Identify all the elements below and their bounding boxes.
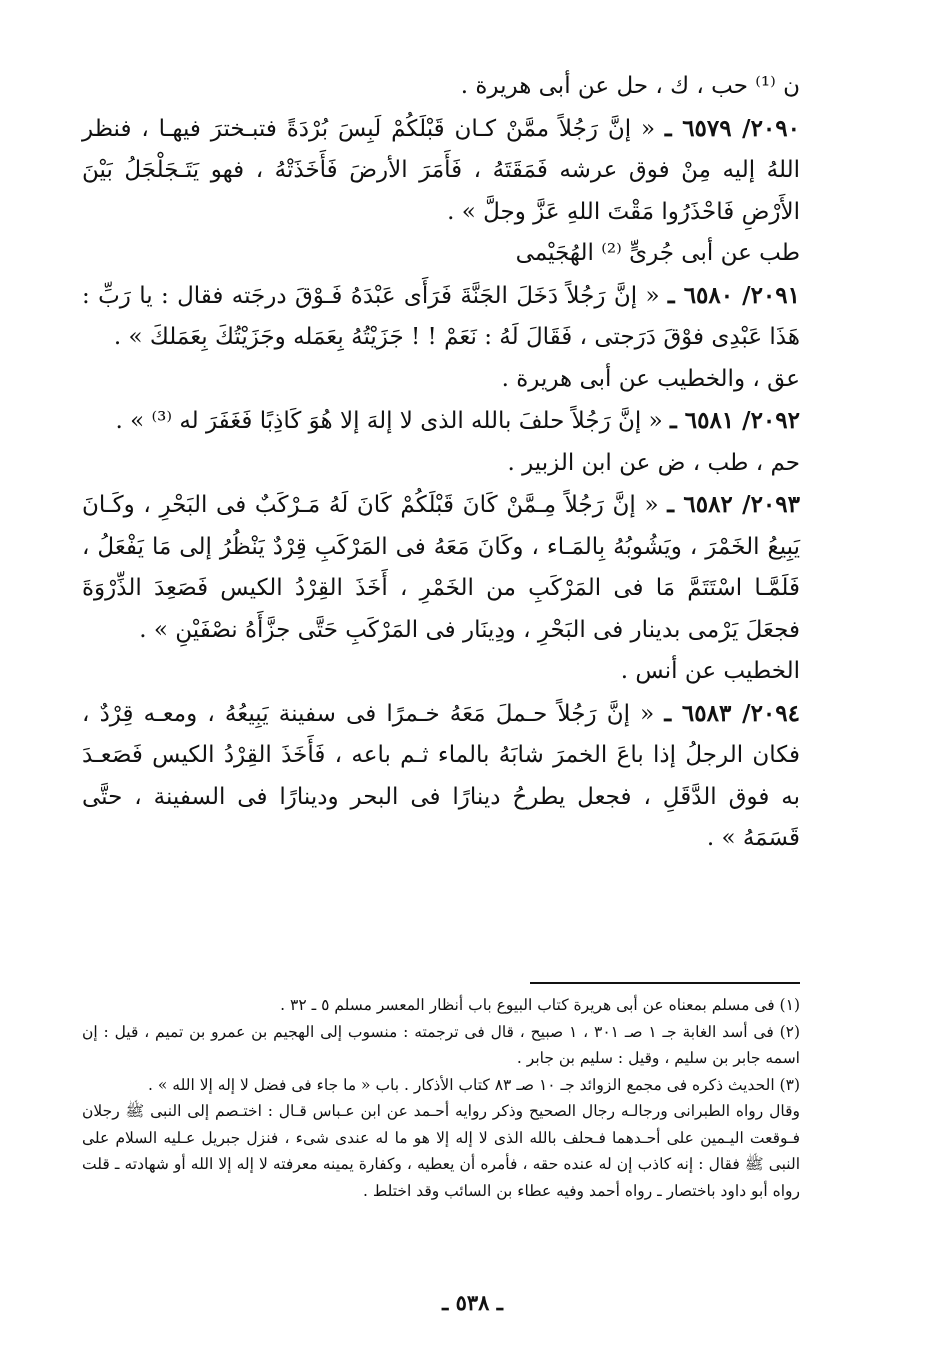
hadith-paragraph xyxy=(82,108,800,234)
hadith-paragraph xyxy=(82,484,800,651)
source-text: حم ، طب ، ض عن ابن الزبير . xyxy=(507,449,800,476)
hadith-number: ٢٠٩٤/ ٦٥٨٣ ـ xyxy=(664,699,800,727)
hadith-paragraph xyxy=(82,400,800,443)
source-text: الخطيب عن أنس . xyxy=(620,658,800,684)
hadith-paragraph xyxy=(82,275,800,359)
hadith-text: « إنَّ رَجُلاً ممَّنْ كـان قَبْلَكُمْ لَبِسَ بُرْدَةً فتبـخترَ فيهـا ، فنظر اللهُ إليه مِنْ فوق عرشه فَمَقَتَهُ ، فَأَمَرَ الأرضَ فَأَخَذَتْهُ ، فهو يَتَـجَلْجَلُ بَيْنَ الأَرْضِ فَاحْذَرُوا مَقْتَ اللهِ عَزَّ وجلَّ » . xyxy=(82,115,800,225)
footnote: (٢) فى أسد الغابة جـ ١ صـ ٣٠١ ، ١ صبيح ، قال فى ترجمته : منسوب إلى الهجيم بن عمرو بن تميم ، قيل : إن اسمه جابر بن سليم ، وقيل : سليم بن جابر . xyxy=(82,1022,801,1067)
footnote: وقال رواه الطبرانى ورجالـه رجال الصحيح وذكر روايه أحـمد عن ابن عـباس قـال : اختـصم إلى النبى ﷺ رجلان فـوقعت اليـمين على أحـدهما فـحلف بالله الذى لا إله إلا هو ما له عندى شىء ، فنزل جبريل عـليه السلام على النبى ﷺ فقال : إنه كاذب إن له عنده حقه ، فأمره أن يعطيه ، وكفارة يمينه معرفته لا إله إلا الله أو شهادته ـ قلت رواه أبو داود باختصار ـ رواه أحمد وفيه عطاء بن السائب وقد اختلط . xyxy=(82,1102,800,1200)
hadith-text: « إنَّ رَجُلاً حلفَ بالله الذى لا إلهَ إلا هُوَ كَاذِبًا فَغَفَرَ له ⁽³⁾ » . xyxy=(115,408,663,434)
footnotes xyxy=(82,992,800,1204)
source-text: ن ⁽¹⁾ حب ، ك ، حل عن أبى هريرة . xyxy=(460,73,800,99)
hadith-paragraph xyxy=(82,693,800,860)
footnote: (٣) الحديث ذكره فى مجمع الزوائد جـ ١٠ صـ ٨٣ كتاب الأذكار . باب « ما جاء فى فضل لا إله إلا الله » . xyxy=(148,1075,800,1094)
hadith-number: ٢٠٩١/ ٦٥٨٠ ـ xyxy=(667,281,800,309)
page-number: ـ ٥٣٨ ـ xyxy=(442,1290,503,1315)
source-line xyxy=(82,66,800,108)
source-line xyxy=(82,233,800,275)
footnote-divider xyxy=(530,982,800,984)
source-line xyxy=(82,651,800,693)
hadith-text: « إنَّ رَجُلاً دَخَلَ الجَنَّةَ فَرَأَى عَبْدَهُ فَـوْقَ درجَته فقال : يا رَبِّ : هَذَا عَبْدِى فوْقَ دَرَجتى ، فَقَالَ لَهُ : نَعَمْ ! ! جَزَيْتُهُ بِعَمَله وجَزَيْتُكَ بِعَمَلكَ » . xyxy=(82,282,800,350)
hadith-number: ٢٠٩٢/ ٦٥٨١ ـ xyxy=(669,407,800,434)
hadith-text: « إنَّ رَجُلاً حـملَ مَعَهُ خـمرًا فى سفينة يَبِيعُهُ ، ومعـه قِرْدٌ ، فكان الرجلُ إذا باعَ الخمرَ شابَهُ بالماء ثـم باعه ، فَأَخَذَ القِرْدُ الكيس فَصَعـدَ به فوق الدَّقَلِ ، فجعل يطرحُ دينارًا فى البحر ودينارًا فى السفينة ، حتَّى قَسَمَهُ » . xyxy=(82,700,800,851)
source-line xyxy=(82,359,800,401)
source-text: طب عن أبى جُرىٍّ ⁽²⁾ الهُجَيْمى xyxy=(515,240,800,266)
footnote: (١) فى مسلم بمعناه عن أبى هريرة كتاب البيوع باب أنظار المعسر مسلم ٥ ـ ٣٢ . xyxy=(280,996,800,1014)
hadith-number: ٢٠٩٣/ ٦٥٨٢ ـ xyxy=(667,491,800,518)
hadith-text: « إنَّ رَجُلاً مِـمَّنْ كَانَ قَبْلَكُمْ كَانَ لَهُ مَـرْكَبٌ فى البَحْرِ ، وكَـانَ يَبِيعُ الخَمْرَ ، ويَشُوبُهُ بِالمَـاء ، وكَانَ مَعَهُ فى المَرْكَبِ قِرْدٌ يَنْظُرُ إلى مَا يَفْعَلُ ، فَلَمَّـا اسْتَتَمَّ مَا فى المَرْكَبِ من الخَمْرِ ، أَخَذَ القِرْدُ الكيس فَصَعِدَ الذِّرْوَةَ فجعَلَ يَرْمى بدينار فى البَحْرِ ، ودِينَار فى المَرْكَبِ حَتَّى جزَّأَهُ نصْفَيْنِ » . xyxy=(82,492,800,643)
source-text: عق ، والخطيب عن أبى هريرة . xyxy=(501,365,800,392)
hadith-number: ٢٠٩٠/ ٦٥٧٩ ـ xyxy=(664,114,800,142)
main-text xyxy=(82,66,800,860)
source-line xyxy=(82,443,800,485)
